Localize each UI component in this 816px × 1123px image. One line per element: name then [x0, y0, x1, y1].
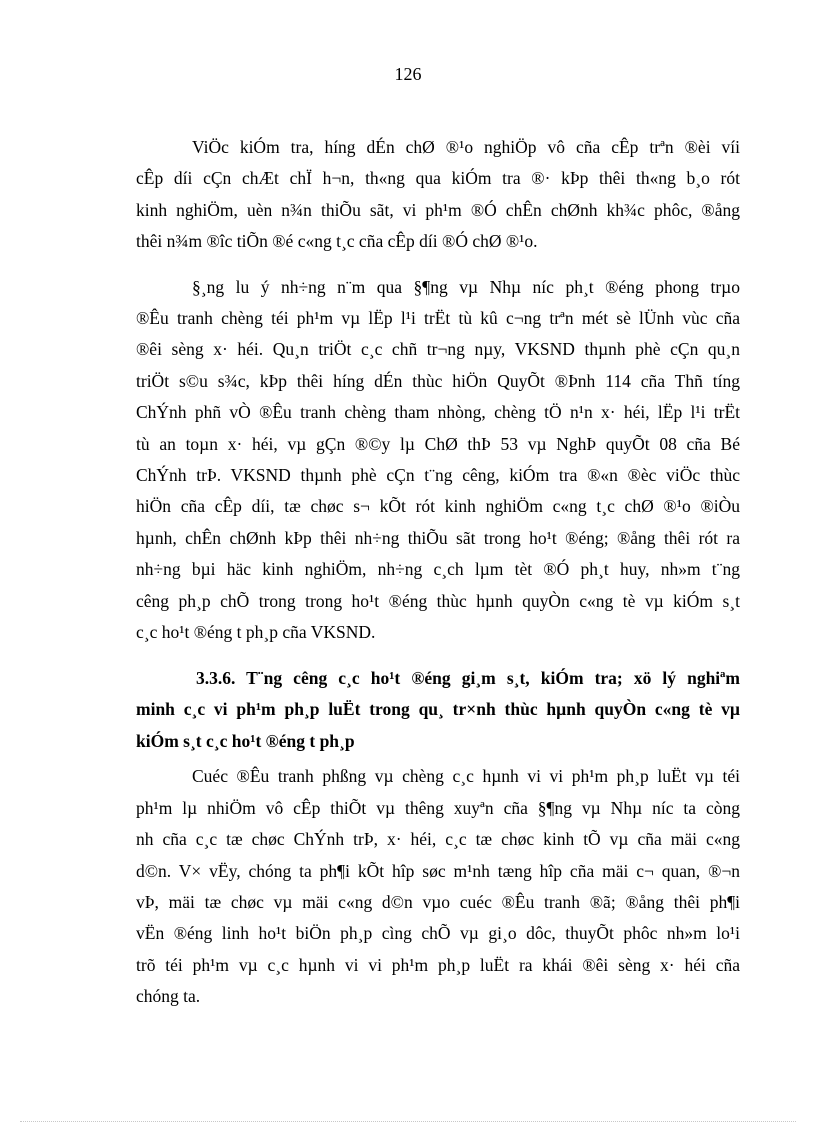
text-line: thêi n¾m ®îc tiÕn ®é c«ng t¸c cña cÊp díi ®Ó chØ ®¹o.	[136, 231, 538, 252]
text-line: cÊp díi cÇn chÆt chÏ h¬n, th«ng qua kiÓm tra ®· kÞp thêi th«ng b¸o rót	[136, 168, 740, 189]
text-line: ViÖc kiÓm tra, híng dÉn chØ ®¹o nghiÖp vô cña cÊp trªn ®èi víi	[192, 137, 740, 157]
text-line: ph¹m lµ nhiÖm vô cÊp thiÕt vµ thêng xuyªn cña §¶ng vµ Nhµ níc ta còng	[136, 797, 740, 818]
paragraph-supervision	[136, 132, 740, 258]
text-line: cêng ph¸p chÕ trong trong ho¹t ®éng thùc hµnh quyÒn c«ng tè vµ kiÓm s¸t	[136, 590, 740, 611]
text-line: ®Êu tranh chèng téi ph¹m vµ lËp l¹i trËt tù kû c¬ng trªn mét sè lÜnh vùc cña	[136, 308, 740, 329]
text-line: ChÝnh trÞ. VKSND thµnh phè cÇn t¨ng cêng, kiÓm tra ®«n ®èc viÖc thùc	[136, 465, 740, 486]
text-line: hµnh, chÊn chØnh kÞp thêi nh÷ng thiÕu sãt trong ho¹t ®éng; ®ång thêi rót ra	[136, 527, 740, 548]
text-line: kinh nghiÖm, uèn n¾n thiÕu sãt, vi ph¹m ®Ó chÊn chØnh kh¾c phôc, ®ång	[136, 199, 740, 220]
text-line: tù an toµn x· héi, vµ gÇn ®©y lµ ChØ thÞ 53 vµ NghÞ quyÕt 08 cña Bé	[136, 433, 740, 454]
page-bottom-rule	[20, 1121, 796, 1122]
text-line: c¸c ho¹t ®éng t ph¸p cña VKSND.	[136, 622, 376, 643]
text-line: ChÝnh phñ vÒ ®Êu tranh chèng tham nhòng, chèng tÖ n¹n x· héi, lËp l¹i trËt	[136, 402, 740, 423]
text-line: §¸ng lu ý nh÷ng n¨m qua §¶ng vµ Nhµ níc ph¸t ®éng phong trµo	[192, 276, 740, 297]
text-line: vËn ®éng linh ho¹t biÖn ph¸p cìng chÕ vµ gi¸o dôc, thuyÕt phôc nh»m lo¹i	[136, 923, 740, 944]
text-line: triÖt s©u s¾c, kÞp thêi híng dÉn thùc hiÖn QuyÕt ®Þnh 114 cña Thñ tíng	[136, 370, 740, 391]
text-line: d©n. V× vËy, chóng ta ph¶i kÕt hîp søc m¹nh tæng hîp cña mäi c¬ quan, ®¬n	[136, 860, 740, 881]
text-line: ®êi sèng x· héi. Qu¸n triÖt c¸c chñ tr¬ng nµy, VKSND thµnh phè cÇn qu¸n	[136, 339, 740, 360]
text-line: chóng ta.	[136, 986, 201, 1007]
heading-line: 3.3.6. T¨ng cêng c¸c ho¹t ®éng gi¸m s¸t, kiÓm tra; xö lý nghiªm	[196, 667, 740, 688]
text-line: nh÷ng bµi häc kinh nghiÖm, nh÷ng c¸ch lµm tèt ®Ó ph¸t huy, nh»m t¨ng	[136, 559, 740, 580]
text-line: trõ téi ph¹m vµ c¸c hµnh vi vi ph¹m ph¸p luËt ra khái ®êi sèng x· héi cña	[136, 954, 740, 975]
heading-line: kiÓm s¸t c¸c ho¹t ®éng t ph¸p	[136, 730, 355, 751]
page-content	[136, 132, 740, 1013]
text-line: Cuéc ®Êu tranh phßng vµ chèng c¸c hµnh vi vi ph¹m ph¸p luËt vµ téi	[192, 766, 740, 787]
text-line: hiÖn cña cÊp díi, tæ chøc s¬ kÕt rót kinh nghiÖm c«ng t¸c chØ ®¹o ®iÒu	[136, 496, 740, 517]
paragraph-prevention	[136, 761, 740, 1012]
text-line: nh cña c¸c tæ chøc ChÝnh trÞ, x· héi, c¸c tæ chøc kinh tÕ vµ cña mäi c«ng	[136, 829, 740, 850]
section-heading	[136, 663, 740, 758]
heading-line: minh c¸c vi ph¹m ph¸p luËt trong qu¸ tr×nh thùc hµnh quyÒn c«ng tè vµ	[136, 699, 740, 720]
paragraph-campaign	[136, 272, 740, 649]
page-number: 126	[394, 64, 422, 84]
text-line: vÞ, mäi tæ chøc vµ mäi c«ng d©n vµo cuéc ®Êu tranh ®ã; ®ång thêi ph¶i	[136, 891, 740, 912]
